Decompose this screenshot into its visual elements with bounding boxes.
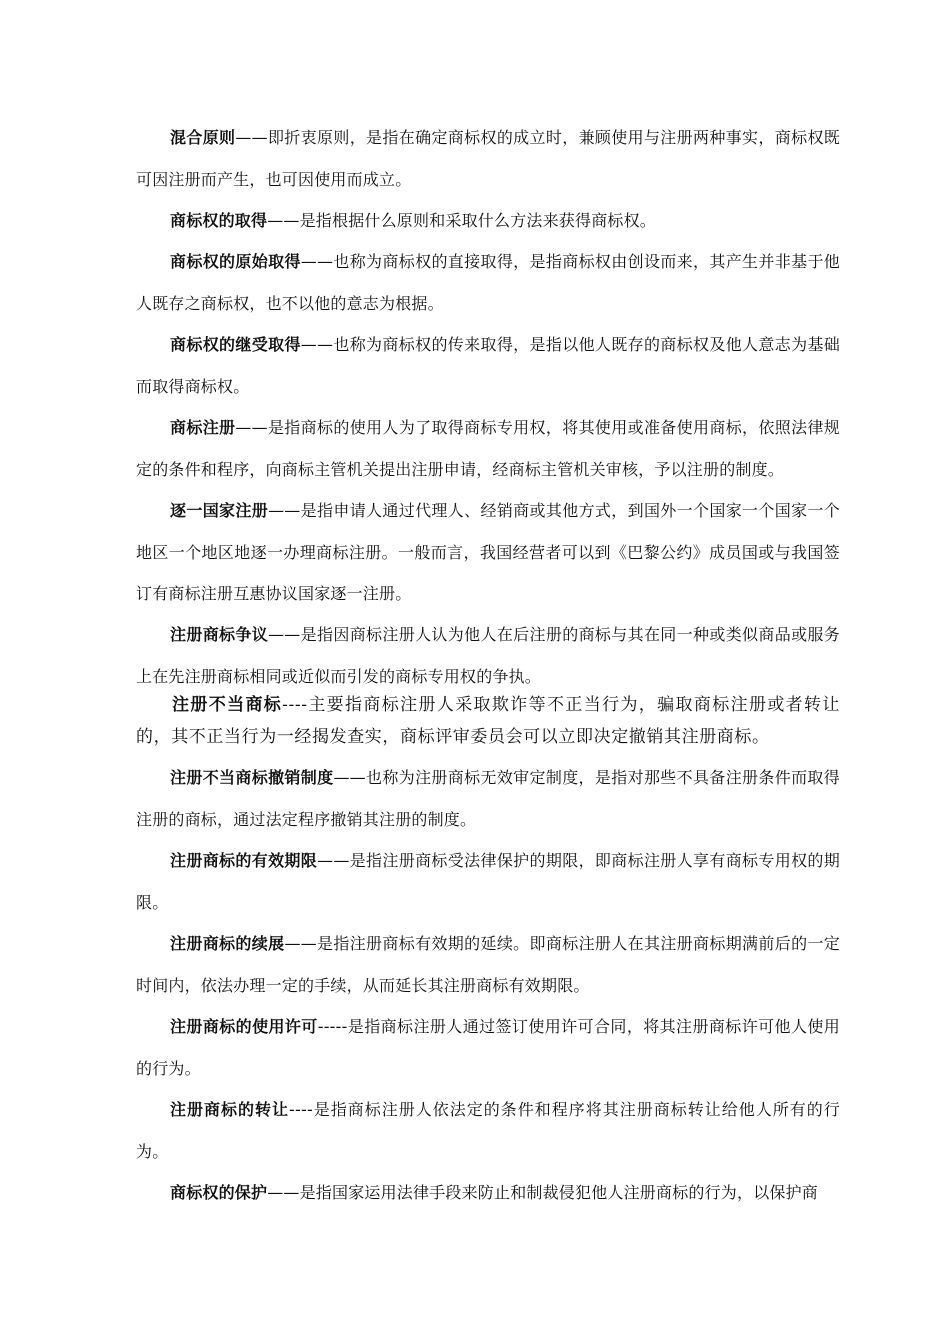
definition-paragraph <box>136 757 840 840</box>
definition-paragraph <box>136 117 840 200</box>
definition-text: 也称为商标权的直接取得，是指商标权由创设而来，其产生并非基于他人既存之商标权，也不以他的意志为根据。 <box>136 252 840 313</box>
term-heading: 逐一国家注册 <box>170 501 269 520</box>
term-separator: —— <box>235 128 268 147</box>
term-heading: 商标权的保护 <box>170 1183 268 1202</box>
definition-paragraph <box>136 1089 840 1172</box>
definition-text: 主要指商标注册人采取欺诈等不正当行为，骗取商标注册或者转让的，其不正当行为一经揭发查实，商标评审委员会可以立即决定撤销其注册商标。 <box>136 695 840 747</box>
definition-text: 也称为注册商标无效审定制度，是指对那些不具备注册条件而取得 注册的商标，通过法定程序撤销其注册的制度。 <box>136 768 840 829</box>
term-separator: —— <box>284 934 317 953</box>
definition-text: 是指商标注册人通过签订使用许可合同，将其注册商标许可他人使用的行为。 <box>136 1017 840 1078</box>
definition-paragraph <box>136 840 840 923</box>
term-separator: —— <box>235 418 268 437</box>
term-heading: 注册不当商标撤销制度 <box>170 768 334 787</box>
definition-paragraph <box>136 241 840 324</box>
term-separator: ---- <box>289 1100 313 1119</box>
term-heading: 商标权的取得 <box>170 211 268 230</box>
definition-text: 是指注册商标有效期的延续。即商标注册人在其注册商标期满前后的一定时间内，依法办理一定的手续，从而延长其注册商标有效期限。 <box>136 934 841 995</box>
definition-paragraph <box>136 490 840 615</box>
term-separator: —— <box>333 768 366 787</box>
term-heading: 注册商标的有效期限 <box>170 851 318 870</box>
term-separator: —— <box>268 501 301 520</box>
term-separator: ---- <box>282 695 308 715</box>
definition-paragraph <box>136 1006 840 1089</box>
definition-text: 是指注册商标受法律保护的期限，即商标注册人享有商标专用权的期限。 <box>136 851 840 912</box>
term-separator: ----- <box>317 1017 348 1036</box>
definition-text: 是指申请人通过代理人、经销商或其他方式，到国外一个国家一个国家一个地区一个地区地逐一办理商标注册。一般而言，我国经营者可以到《巴黎公约》成员国或与我国签订有商标注册互惠协议国家逐一注册。 <box>136 501 840 603</box>
definition-paragraph <box>136 923 840 1006</box>
term-heading: 注册商标的使用许可 <box>170 1017 318 1036</box>
definition-text: 是指根据什么原则和采取什么方法来获得商标权。 <box>299 211 657 230</box>
definition-paragraph <box>136 689 840 753</box>
term-heading: 注册不当商标 <box>172 695 283 715</box>
term-separator: —— <box>300 335 334 354</box>
definition-paragraph <box>136 407 840 490</box>
definition-text: 即折衷原则，是指在确定商标权的成立时，兼顾使用与注册两种事实，商标权既可因注册而产生，也可因使用而成立。 <box>136 128 840 189</box>
term-heading: 混合原则 <box>170 128 236 147</box>
definition-text: 也称为商标权的传来取得，是指以他人既存的商标权及他人意志为基础而取得商标权。 <box>136 335 840 396</box>
term-separator: —— <box>267 1183 300 1202</box>
definition-text: 是指商标的使用人为了取得商标专用权，将其使用或准备使用商标，依照法律规定的条件和程序，向商标主管机关提出注册申请，经商标主管机关审核，予以注册的制度。 <box>136 418 840 479</box>
term-separator: —— <box>317 851 350 870</box>
term-heading: 商标权的继受取得 <box>170 335 301 354</box>
term-separator: —— <box>300 252 334 271</box>
definition-paragraph <box>136 1172 840 1214</box>
definition-paragraph <box>136 614 840 697</box>
definition-paragraph <box>136 324 840 407</box>
term-heading: 商标注册 <box>170 418 236 437</box>
definition-text: 是指国家运用法律手段来防止和制裁侵犯他人注册商标的行为，以保护商 <box>299 1183 819 1202</box>
term-heading: 商标权的原始取得 <box>170 252 301 271</box>
term-separator: —— <box>268 625 301 644</box>
definition-text: 是指因商标注册人认为他人在后注册的商标与其在同一种或类似商品或服务上在先注册商标相同或近似而引发的商标专用权的争执。 <box>136 625 840 686</box>
term-separator: —— <box>267 211 300 230</box>
term-heading: 注册商标的转让 <box>170 1100 290 1119</box>
definition-text: 是指商标注册人依法定的条件和程序将其注册商标转让给他人所有的行为。 <box>136 1100 841 1161</box>
term-heading: 注册商标争议 <box>170 625 269 644</box>
definition-paragraph <box>136 200 840 242</box>
term-heading: 注册商标的续展 <box>170 934 285 953</box>
